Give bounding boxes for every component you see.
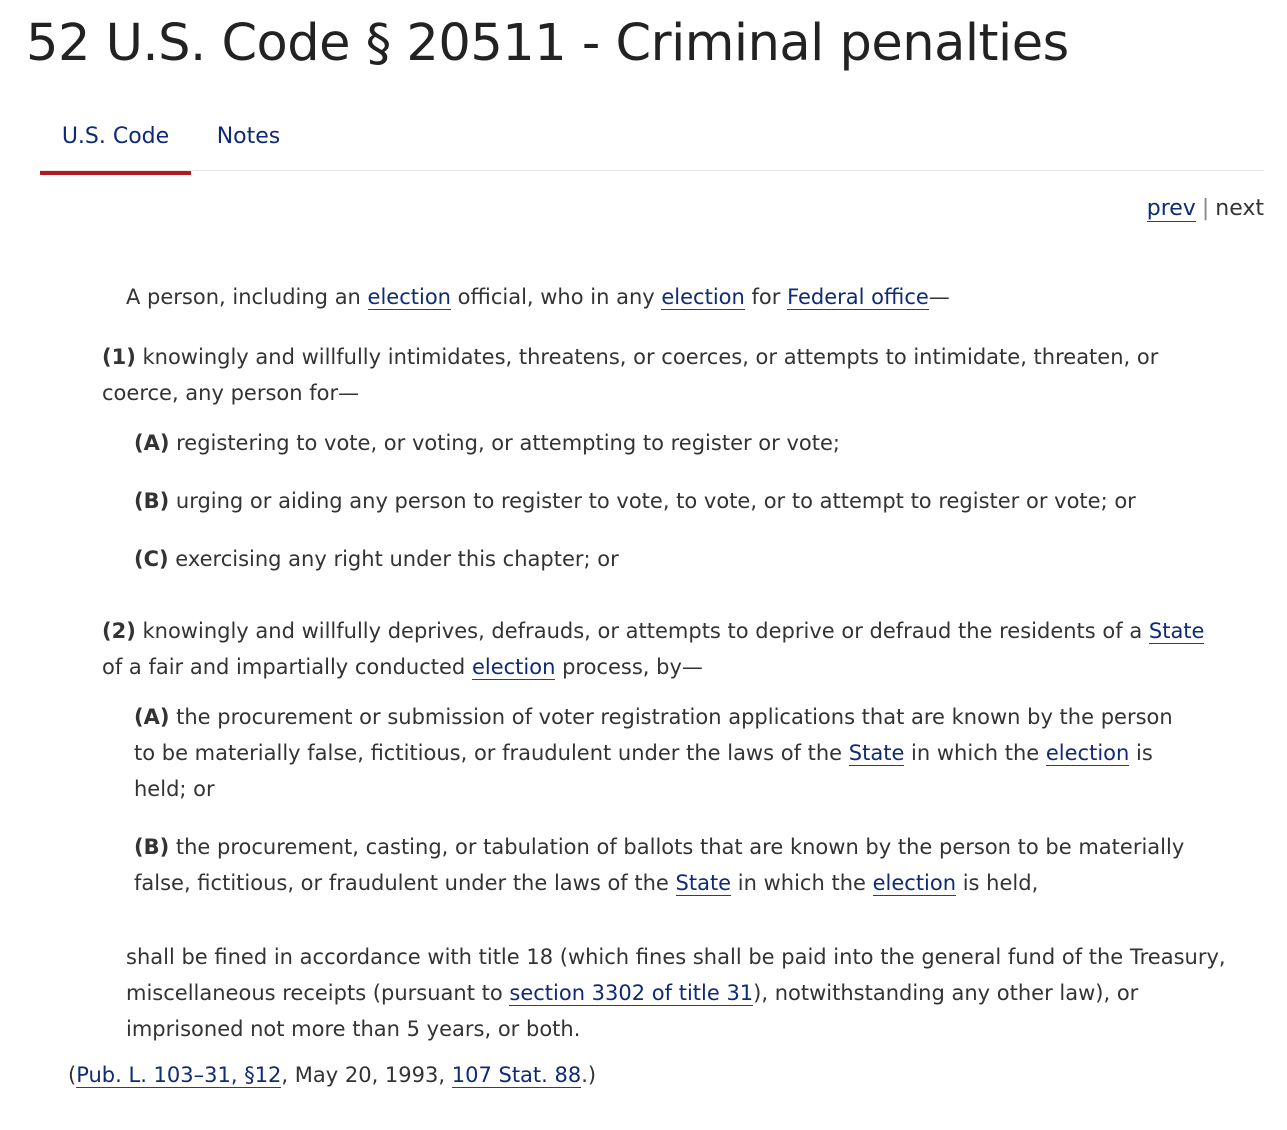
paragraph-text: exercising any right under this chapter; or: [168, 547, 619, 571]
subparagraph-1c: [134, 541, 1224, 577]
intro-text: official, who in any: [451, 285, 662, 309]
federal-office-link[interactable]: Federal office: [787, 285, 929, 309]
source-text: .): [581, 1063, 597, 1087]
paragraph-number: (A): [134, 705, 170, 729]
tab-notes[interactable]: Notes: [193, 106, 304, 171]
paragraph-text: urging or aiding any person to register to vote, to vote, or to attempt to register or vote; or: [169, 489, 1136, 513]
closing-text: ), notwithstanding any other law), or imprisoned not more than 5 years, or both.: [126, 981, 1139, 1041]
paragraph-text: knowingly and willfully intimidates, threatens, or coerces, or attempts to intimidate, threaten, or coerce, any person for—: [102, 345, 1159, 405]
tab-bar: [40, 106, 1264, 174]
pub-law-link[interactable]: Pub. L. 103–31, §12: [76, 1063, 282, 1087]
paragraph-text: knowingly and willfully deprives, defrauds, or attempts to deprive or defraud the residents of a: [135, 619, 1149, 643]
paragraph-number: (B): [134, 489, 170, 513]
closing-text: shall be fined in accordance with title 18 (which fines shall be paid into the general fund of the Treasury, miscellaneous receipts (pursuant to: [126, 945, 1226, 1005]
paragraph-number: (B): [134, 835, 170, 859]
prev-link[interactable]: prev: [1146, 196, 1196, 221]
subparagraph-2a: [134, 699, 1194, 807]
paragraph-text: process, by—: [555, 655, 703, 679]
paragraph-text: registering to vote, or voting, or attempting to register or vote;: [169, 431, 840, 455]
paragraph-number: (C): [134, 547, 169, 571]
tab-us-code[interactable]: U.S. Code: [40, 106, 191, 175]
election-link[interactable]: election: [872, 871, 957, 895]
subparagraph-1a: [134, 425, 1224, 461]
prev-next-nav: [1147, 196, 1264, 221]
election-link[interactable]: election: [661, 285, 745, 309]
intro-text: A person, including an: [126, 285, 368, 309]
election-link[interactable]: election: [367, 285, 451, 309]
source-credit: [68, 1057, 1168, 1093]
paragraph-2: [102, 613, 1212, 685]
next-label: next: [1215, 196, 1264, 221]
nav-separator: |: [1201, 196, 1210, 221]
page-title: 52 U.S. Code § 20511 - Criminal penalties: [26, 14, 1069, 73]
closing-paragraph: [126, 939, 1226, 1047]
paragraph-text: is held,: [956, 871, 1039, 895]
paragraph-number: (2): [102, 619, 136, 643]
paragraph-text: of a fair and impartially conducted: [102, 655, 472, 679]
source-text: , May 20, 1993,: [281, 1063, 452, 1087]
paragraph-text: the procurement, casting, or tabulation of ballots that are known by the person to be materially false, fictitious, or fraudulent under the laws of the: [134, 835, 1185, 895]
election-link[interactable]: election: [1045, 741, 1130, 765]
intro-paragraph: [126, 279, 1226, 315]
state-link[interactable]: State: [848, 741, 905, 765]
paragraph-text: in which the: [904, 741, 1046, 765]
statute-link[interactable]: 107 Stat. 88: [451, 1063, 582, 1087]
subparagraph-1b: [134, 483, 1254, 519]
intro-text: —: [928, 285, 950, 309]
paragraph-text: is held; or: [134, 741, 1153, 801]
tab-bar-divider: [40, 170, 1264, 171]
paragraph-number: (A): [134, 431, 170, 455]
election-link[interactable]: election: [471, 655, 556, 679]
state-link[interactable]: State: [675, 871, 732, 895]
paragraph-1: [102, 339, 1222, 411]
source-text: (: [68, 1063, 77, 1087]
subparagraph-2b: [134, 829, 1214, 901]
state-link[interactable]: State: [1148, 619, 1205, 643]
section-3302-link[interactable]: section 3302 of title 31: [509, 981, 754, 1005]
paragraph-text: the procurement or submission of voter registration applications that are known by the person to be materially false, fictitious, or fraudulent under the laws of the: [134, 705, 1173, 765]
intro-text: for: [744, 285, 788, 309]
paragraph-number: (1): [102, 345, 136, 369]
paragraph-text: in which the: [731, 871, 873, 895]
